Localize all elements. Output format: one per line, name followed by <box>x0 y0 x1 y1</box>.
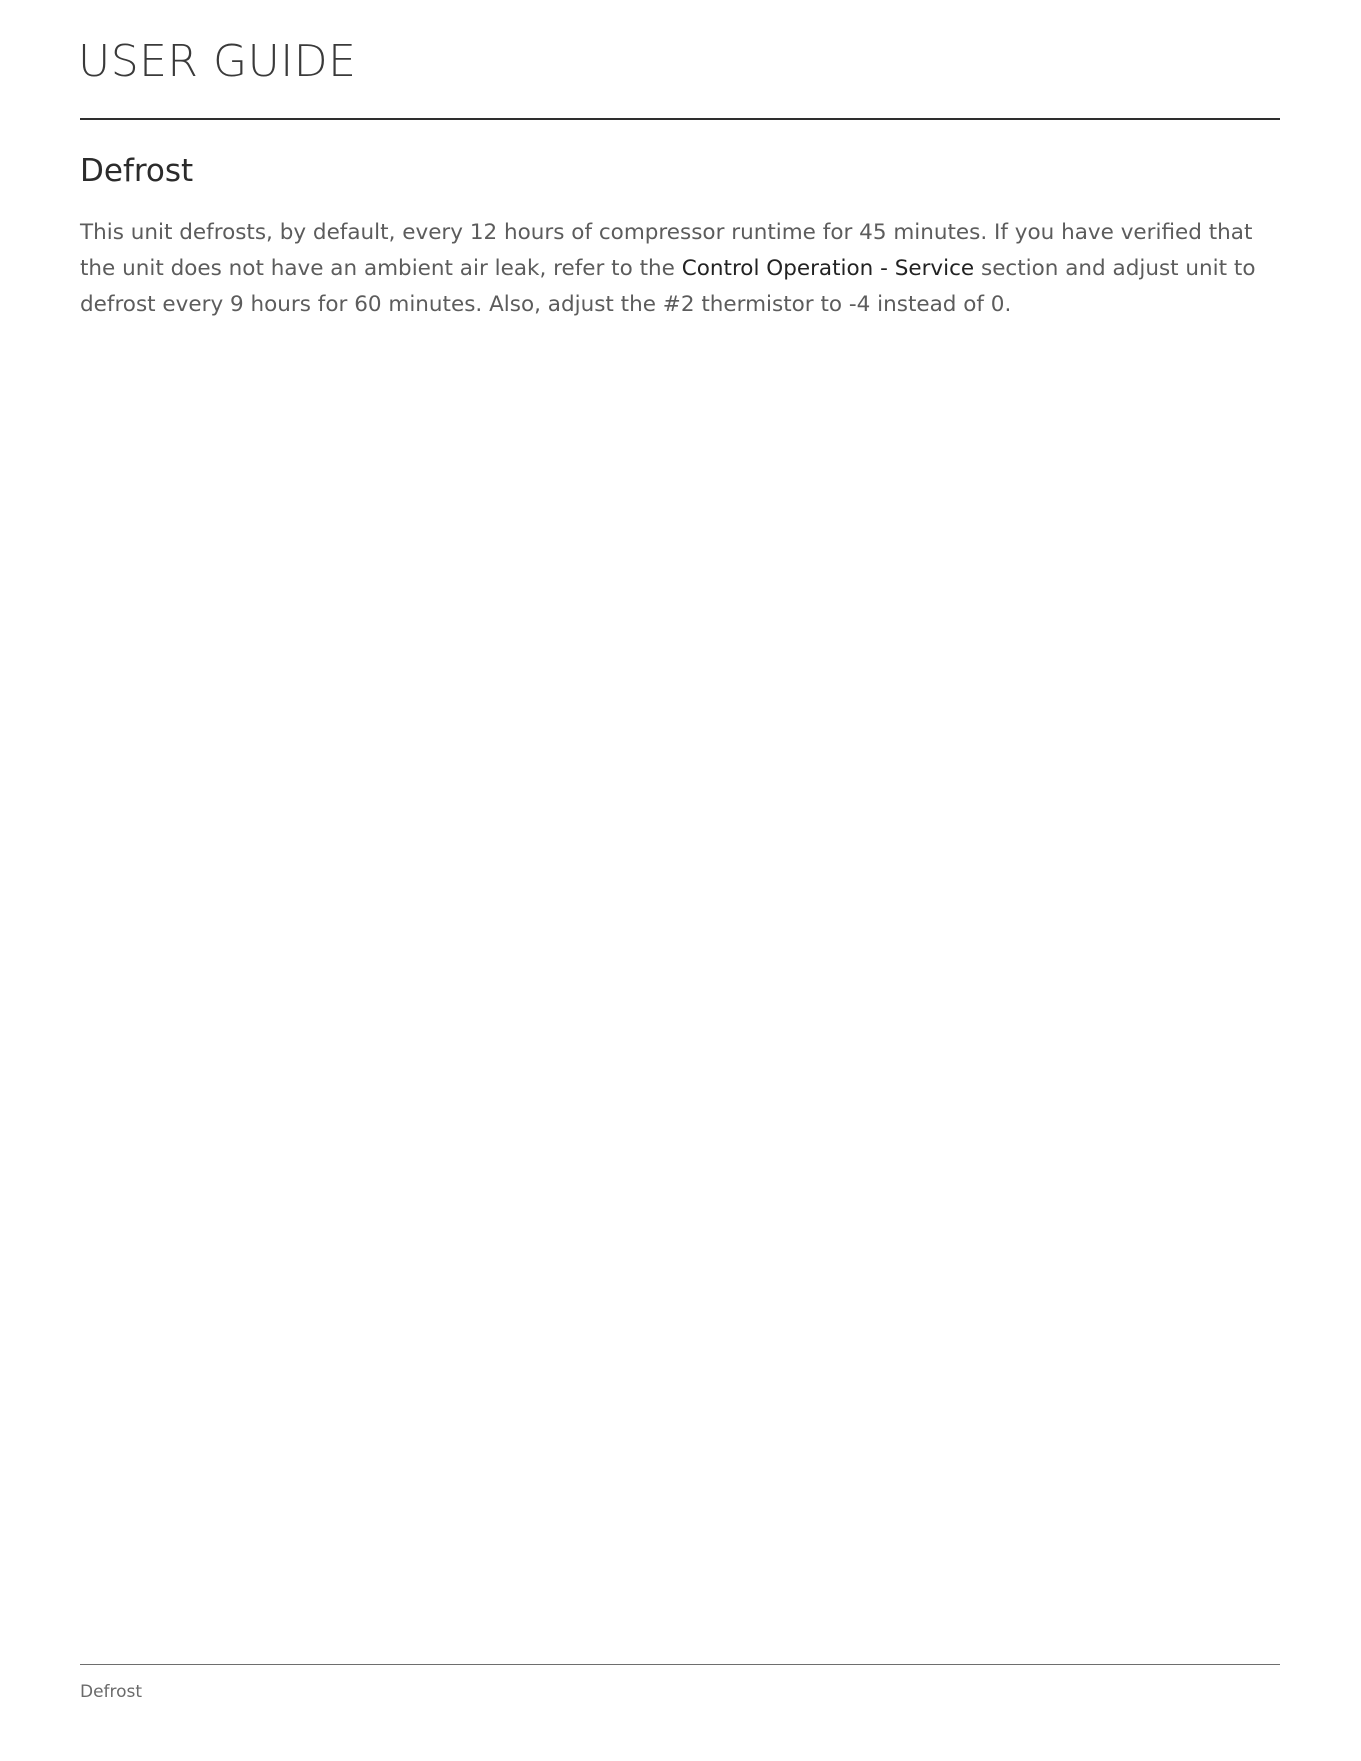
paragraph-line-1: This unit defrosts, by default, every 12 hours of compressor runtime for 45 minutes. If you have verified that <box>80 220 1253 245</box>
page-title: USER GUIDE <box>78 36 357 87</box>
control-operation-service-link[interactable]: Control Operation - Service <box>681 256 975 281</box>
paragraph-line-2-start: the unit does not have an ambient air leak, refer to the <box>80 256 682 281</box>
footer-divider <box>80 1664 1280 1665</box>
footer-section-label: Defrost <box>80 1682 143 1702</box>
section-paragraph <box>80 215 1285 323</box>
header-divider <box>80 118 1280 120</box>
paragraph-line-2 <box>80 251 1285 287</box>
paragraph-line-2-end: section and adjust unit to <box>974 256 1256 281</box>
section-heading: Defrost <box>80 153 194 189</box>
paragraph-line-3: defrost every 9 hours for 60 minutes. Also, adjust the #2 thermistor to -4 instead of 0. <box>80 292 1012 317</box>
